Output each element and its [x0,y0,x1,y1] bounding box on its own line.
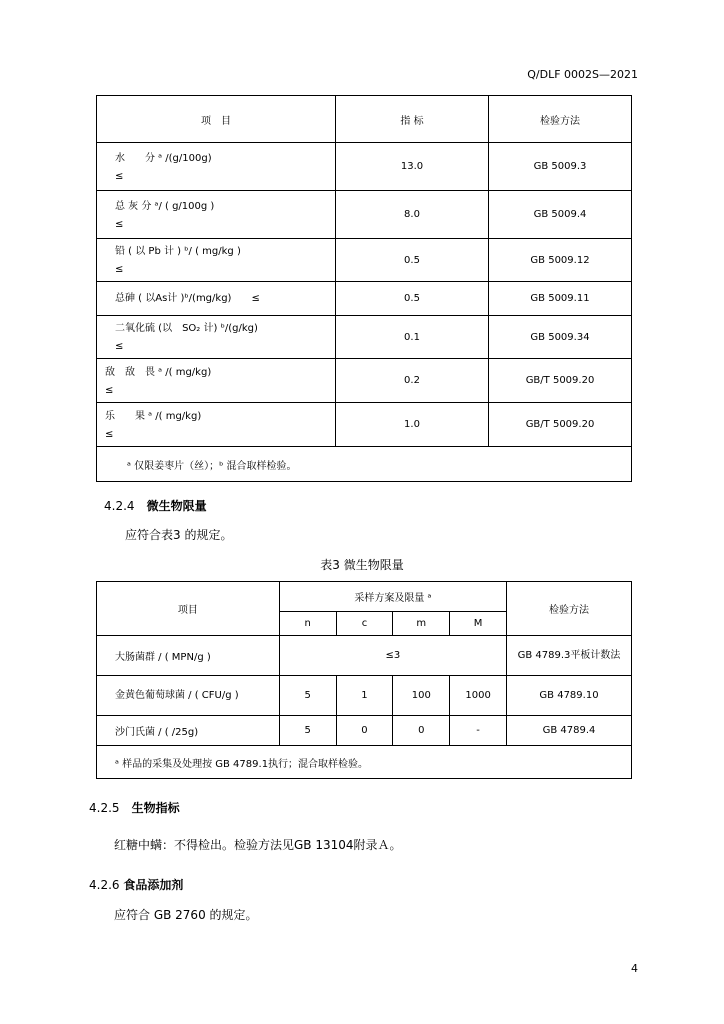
paragraph-4-2-4: 应符合表3 的规定。 [125,528,233,542]
subheader-M: M [450,612,507,636]
row-c: 0 [336,716,393,746]
header-sampling-plan: 采样方案及限量 ᵃ [279,582,506,612]
row-n: 5 [279,716,336,746]
row-item: 二氧化硫 (以 SO₂ 计) ᵇ/(g/kg) ≤ [97,316,336,359]
header-method: 检验方法 [489,96,632,143]
row-method: GB 5009.34 [489,316,632,359]
row-item: 金黄色葡萄球菌 / ( CFU/g ) [97,676,280,716]
table-note: ᵃ 样品的采集及处理按 GB 4789.1执行；混合取样检验。 [97,746,632,779]
header-item: 项 目 [97,96,336,143]
document-id: Q/DLF 0002S—2021 [527,68,638,81]
table-row [97,191,632,239]
row-item: 大肠菌群 / ( MPN/g ) [97,636,280,676]
row-method: GB 5009.11 [489,282,632,316]
row-value: 13.0 [336,143,489,191]
row-method: GB 4789.4 [506,716,631,746]
table-row [97,143,632,191]
row-c: 1 [336,676,393,716]
row-item: 乐 果 ᵃ /( mg/kg) ≤ [97,403,336,447]
row-method: GB 5009.4 [489,191,632,239]
subheader-m: m [393,612,450,636]
row-item: 沙门氏菌 / ( /25g) [97,716,280,746]
table-row [97,316,632,359]
table-row [97,282,632,316]
table-note-row [97,746,632,779]
row-value: 1.0 [336,403,489,447]
paragraph-4-2-5: 红糖中螨：不得检出。检验方法见GB 13104附录Ａ。 [114,838,402,852]
row-value: 0.1 [336,316,489,359]
row-method: GB 5009.12 [489,239,632,282]
header-item: 项目 [97,582,280,636]
row-item: 敌 敌 畏 ᵃ /( mg/kg) ≤ [97,359,336,403]
row-item: 总砷 ( 以As计 )ᵇ/(mg/kg) ≤ [97,282,336,316]
header-index: 指 标 [336,96,489,143]
row-method: GB 4789.3平板计数法 [506,636,631,676]
limits-table [96,95,632,482]
header-method: 检验方法 [506,582,631,636]
row-value: 0.5 [336,282,489,316]
row-value: 8.0 [336,191,489,239]
row-M: 1000 [450,676,507,716]
table-note-row [97,447,632,482]
section-heading-4-2-4: 4.2.4 微生物限量 [104,499,207,513]
table-row [97,359,632,403]
table-row [97,239,632,282]
table-row [97,676,632,716]
row-method: GB 5009.3 [489,143,632,191]
row-m: 0 [393,716,450,746]
row-limit: ≤3 [279,636,506,676]
table-row [97,403,632,447]
microbial-limits-table [96,581,632,779]
section-heading-4-2-6: 4.2.6 食品添加剂 [89,878,184,892]
paragraph-4-2-6: 应符合 GB 2760 的规定。 [114,908,258,922]
subheader-n: n [279,612,336,636]
row-n: 5 [279,676,336,716]
section-heading-4-2-5: 4.2.5 生物指标 [89,801,180,815]
table-note: ᵃ 仅限姜枣片（丝）；ᵇ 混合取样检验。 [97,447,632,482]
row-method: GB/T 5009.20 [489,403,632,447]
row-item: 水 分 ᵃ /(g/100g) ≤ [97,143,336,191]
table-header-row [97,582,632,612]
row-M: - [450,716,507,746]
row-item: 总 灰 分 ᵃ/ ( g/100g ) ≤ [97,191,336,239]
subheader-c: c [336,612,393,636]
row-method: GB 4789.10 [506,676,631,716]
table-header-row [97,96,632,143]
table-row [97,636,632,676]
row-method: GB/T 5009.20 [489,359,632,403]
table-caption: 表3 微生物限量 [320,558,404,572]
row-m: 100 [393,676,450,716]
table-row [97,716,632,746]
row-item: 铅 ( 以 Pb 计 ) ᵇ/ ( mg/kg ) ≤ [97,239,336,282]
row-value: 0.2 [336,359,489,403]
row-value: 0.5 [336,239,489,282]
page-number: 4 [631,962,638,975]
